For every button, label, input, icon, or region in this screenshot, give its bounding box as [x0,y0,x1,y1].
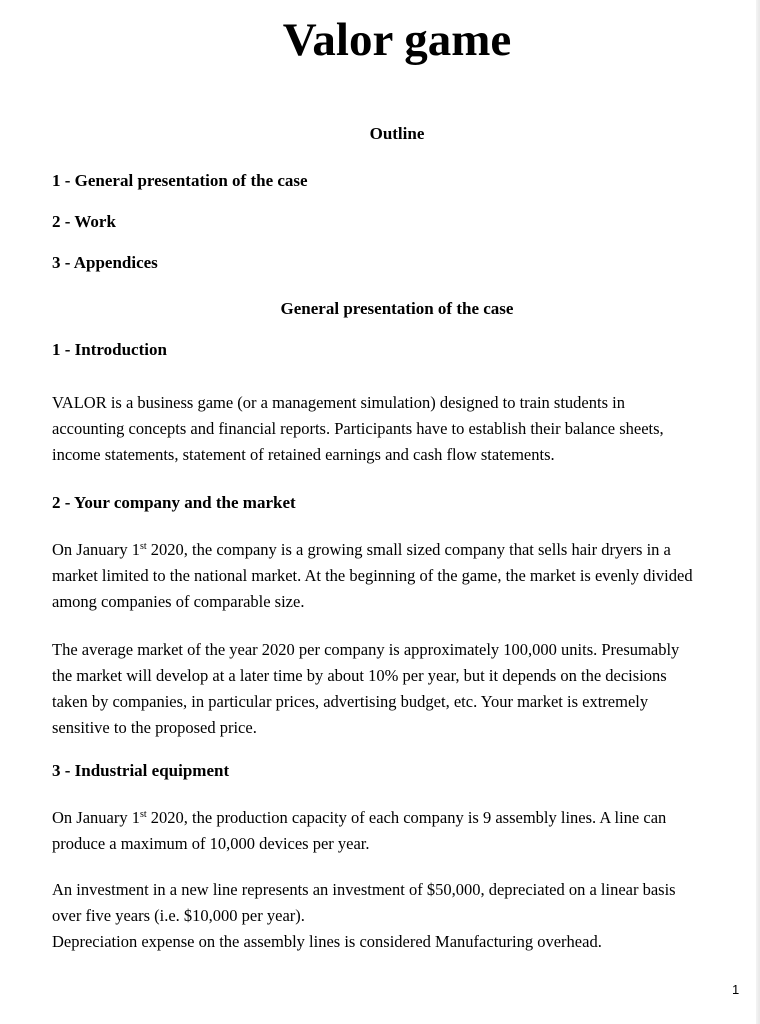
equipment-paragraph-1 [52,805,666,857]
text-run: On January 1 [52,540,140,559]
outline-item: 1 - General presentation of the case [52,171,308,190]
paragraph-line: taken by companies, in particular prices, advertising budget, etc. Your market is extremely [52,692,649,711]
paragraph-line: An investment in a new line represents an investment of $50,000, depreciated on a linear basis [52,880,676,899]
outline-item: 3 - Appendices [52,253,158,272]
introduction-heading: 1 - Introduction [52,340,167,359]
outline-heading: Outline [369,124,425,143]
paragraph-line: sensitive to the proposed price. [52,718,257,737]
paragraph-line: produce a maximum of 10,000 devices per year. [52,834,370,853]
paragraph-line [52,805,666,831]
paragraph-line: The average market of the year 2020 per company is approximately 100,000 units. Presumably [52,640,680,659]
document-title: Valor game [282,14,512,66]
text-run: 2020, the company is a growing small sized company that sells hair dryers in a [146,540,671,559]
company-paragraph-1 [52,537,693,615]
text-run: On January 1 [52,808,140,827]
superscript: st [139,541,147,552]
equipment-paragraph-2 [52,877,676,955]
paragraph-line: Depreciation expense on the assembly lines is considered Manufacturing overhead. [52,932,602,951]
text-run: 2020, the production capacity of each company is 9 assembly lines. A line can [146,808,667,827]
equipment-heading: 3 - Industrial equipment [52,761,230,780]
paragraph-line: over five years (i.e. $10,000 per year). [52,906,305,925]
paragraph-line [52,537,693,563]
company-heading: 2 - Your company and the market [52,493,296,512]
paragraph-line: accounting concepts and financial reports. Participants have to establish their balance sheets, [52,419,664,438]
paragraph-line: among companies of comparable size. [52,592,305,611]
page-edge-divider [756,0,760,1024]
paragraph-line: income statements, statement of retained earnings and cash flow statements. [52,445,555,464]
superscript: st [139,809,147,820]
paragraph-line: the market will develop at a later time by about 10% per year, but it depends on the decisions [52,666,667,685]
introduction-paragraph [52,390,664,468]
paragraph-line: market limited to the national market. At the beginning of the game, the market is evenly divided [52,566,693,585]
page-number: 1 [732,982,740,997]
section-title: General presentation of the case [280,299,514,318]
company-paragraph-2 [52,637,679,741]
outline-item: 2 - Work [52,212,116,231]
paragraph-line: VALOR is a business game (or a management simulation) designed to train students in [52,393,625,412]
